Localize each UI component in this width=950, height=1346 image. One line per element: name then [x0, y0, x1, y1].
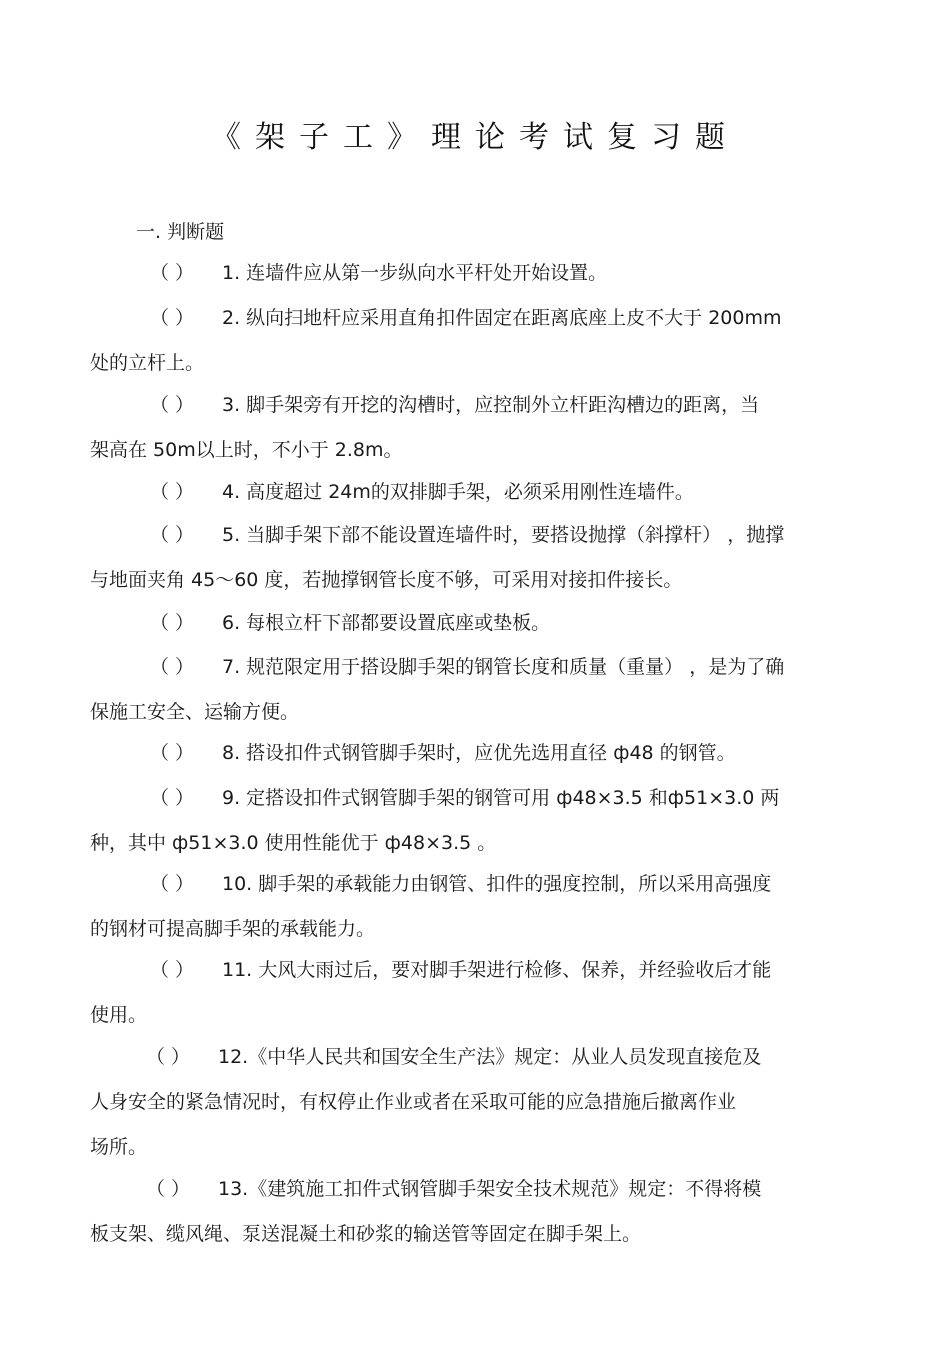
question-text: 4. 高度超过 24m的双排脚手架，必须采用刚性连墙件。	[222, 481, 694, 503]
question-text: 9. 定搭设扣件式钢管脚手架的钢管可用 ф48×3.5 和ф51×3.0 两	[222, 787, 780, 809]
answer-bracket: （ ）	[150, 742, 195, 764]
question-item	[90, 731, 880, 776]
answer-bracket: （ ）	[150, 959, 195, 981]
answer-bracket: （ ）	[150, 524, 195, 546]
section-heading: 一. 判断题	[136, 221, 225, 243]
question-item	[90, 513, 880, 603]
question-item	[90, 948, 880, 1038]
question-text-continued: 种，其中 ф51×3.0 使用性能优于 ф48×3.5 。	[90, 832, 497, 854]
answer-bracket: （ ）	[146, 1046, 191, 1068]
answer-bracket: （ ）	[150, 262, 195, 284]
answer-bracket: （ ）	[150, 787, 195, 809]
question-item	[90, 470, 880, 515]
question-text: 8. 搭设扣件式钢管脚手架时，应优先选用直径 ф48 的钢管。	[222, 742, 736, 764]
question-text: 6. 每根立杆下部都要设置底座或垫板。	[222, 612, 551, 634]
answer-bracket: （ ）	[146, 1178, 191, 1200]
question-item	[90, 1035, 880, 1170]
question-text-continued: 处的立杆上。	[90, 352, 205, 374]
question-text: 7. 规范限定用于搭设脚手架的钢管长度和质量（重量） ，是为了确	[222, 656, 785, 678]
answer-bracket: （ ）	[150, 307, 195, 329]
question-text-continued: 板支架、缆风绳、泵送混凝土和砂浆的输送管等固定在脚手架上。	[90, 1223, 642, 1245]
question-item	[90, 862, 880, 952]
question-item	[90, 251, 880, 296]
question-text-continued: 场所。	[90, 1136, 148, 1158]
question-text: 1. 连墙件应从第一步纵向水平杆处开始设置。	[222, 262, 608, 284]
answer-bracket: （ ）	[150, 656, 195, 678]
question-text: 3. 脚手架旁有开挖的沟槽时，应控制外立杆距沟槽边的距离，当	[222, 394, 760, 416]
question-item	[90, 296, 880, 386]
page-title: 《架子工》理论考试复习题	[211, 120, 739, 155]
question-text-continued: 的钢材可提高脚手架的承载能力。	[90, 918, 376, 940]
question-text: 2. 纵向扫地杆应采用直角扣件固定在距离底座上皮不大于 200mm	[222, 307, 782, 329]
question-item	[90, 601, 880, 646]
question-text-continued: 人身安全的紧急情况时，有权停止作业或者在采取可能的应急措施后撤离作业	[90, 1091, 737, 1113]
answer-bracket: （ ）	[150, 481, 195, 503]
question-text: 13.《建筑施工扣件式钢管脚手架安全技术规范》规定：不得将模	[218, 1178, 762, 1200]
question-item	[90, 1167, 880, 1257]
question-text-continued: 使用。	[90, 1004, 148, 1026]
answer-bracket: （ ）	[150, 612, 195, 634]
answer-bracket: （ ）	[150, 394, 195, 416]
question-text: 5. 当脚手架下部不能设置连墙件时，要搭设抛撑（斜撑杆） ，抛撑	[222, 524, 785, 546]
question-text-continued: 架高在 50m以上时，不小于 2.8m。	[90, 439, 403, 461]
question-item	[90, 645, 880, 735]
question-text-continued: 与地面夹角 45～60 度，若抛撑钢管长度不够，可采用对接扣件接长。	[90, 569, 683, 591]
question-text: 10. 脚手架的承载能力由钢管、扣件的强度控制，所以采用高强度	[222, 873, 772, 895]
answer-bracket: （ ）	[150, 873, 195, 895]
question-item	[90, 776, 880, 866]
question-text-continued: 保施工安全、运输方便。	[90, 701, 300, 723]
question-text: 11. 大风大雨过后，要对脚手架进行检修、保养，并经验收后才能	[222, 959, 772, 981]
question-text: 12.《中华人民共和国安全生产法》规定：从业人员发现直接危及	[218, 1046, 762, 1068]
question-item	[90, 383, 880, 473]
